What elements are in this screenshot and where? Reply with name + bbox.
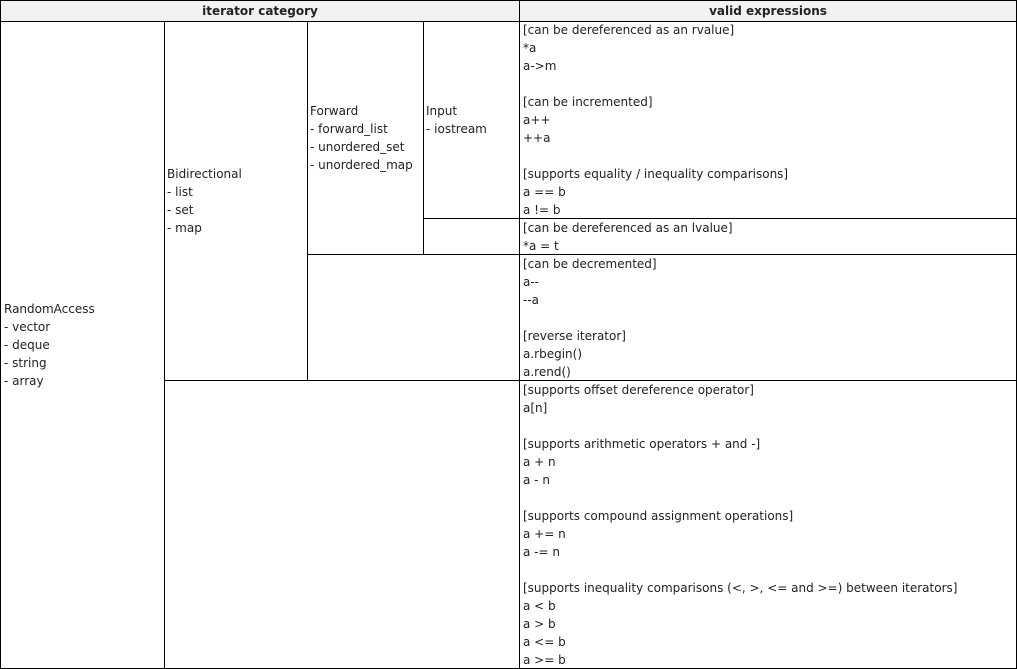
grid-line [423, 21, 424, 255]
spacer [523, 309, 1013, 327]
expression: a += n [523, 527, 566, 541]
grid-line [0, 0, 1, 669]
grid-line [519, 0, 520, 669]
grid-line [164, 380, 1017, 381]
container-item: - map [167, 221, 202, 235]
grid-line [423, 218, 1017, 219]
expression-heading: [supports compound assignment operations] [523, 509, 794, 523]
expression: a == b [523, 185, 566, 199]
header-iterator-category: iterator category [1, 1, 519, 21]
expressions-forward [520, 219, 1016, 254]
category-title: RandomAccess [4, 302, 95, 316]
category-title: Input [426, 104, 458, 118]
grid-line [0, 21, 1017, 22]
spacer [523, 489, 1013, 507]
expression: a + n [523, 455, 556, 469]
expression-heading: [can be dereferenced as an rvalue] [523, 23, 735, 37]
expression: a >= b [523, 653, 566, 667]
expression: --a [523, 293, 540, 307]
grid-line [164, 21, 165, 669]
expression: a.rend() [523, 365, 571, 379]
expression-heading: [reverse iterator] [523, 329, 626, 343]
expression: *a [523, 41, 537, 55]
expression: a -= n [523, 545, 560, 559]
category-forward [307, 22, 423, 254]
expression: a->m [523, 59, 557, 73]
expression-heading: [supports offset dereference operator] [523, 383, 754, 397]
expressions-bidirectional [520, 255, 1016, 380]
spacer [523, 561, 1013, 579]
expression: a - n [523, 473, 550, 487]
grid-line [307, 21, 308, 381]
container-item: - forward_list [310, 122, 388, 136]
header-valid-expressions: valid expressions [520, 1, 1016, 21]
expression-heading: [supports inequality comparisons (<, >, <= and >=) between iterators] [523, 581, 958, 595]
expressions-random-access [520, 381, 1016, 668]
spacer [523, 417, 1013, 435]
container-item: - iostream [426, 122, 487, 136]
container-item: - set [167, 203, 194, 217]
expression: a[n] [523, 401, 548, 415]
expression: *a = t [523, 239, 559, 253]
grid-line [0, 0, 1017, 1]
expression: a < b [523, 599, 556, 613]
expression: a <= b [523, 635, 566, 649]
grid-line [307, 254, 1017, 255]
category-title: Bidirectional [167, 167, 242, 181]
container-item: - unordered_map [310, 158, 413, 172]
spacer [523, 147, 1013, 165]
category-input [423, 22, 519, 218]
expression-heading: [can be dereferenced as an lvalue] [523, 221, 733, 235]
expression: a > b [523, 617, 556, 631]
container-item: - list [167, 185, 193, 199]
expression: a.rbegin() [523, 347, 583, 361]
expression: ++a [523, 131, 551, 145]
category-bidirectional [164, 22, 307, 380]
category-title: Forward [310, 104, 359, 118]
category-random-access [1, 22, 164, 668]
expression: a-- [523, 275, 540, 289]
expression-heading: [can be incremented] [523, 95, 653, 109]
container-item: - vector [4, 320, 51, 334]
container-item: - deque [4, 338, 50, 352]
expressions-input [520, 21, 1016, 218]
expression-heading: [can be decremented] [523, 257, 657, 271]
expression: a++ [523, 113, 551, 127]
expression-heading: [supports equality / inequality comparisons] [523, 167, 789, 181]
container-item: - array [4, 374, 44, 388]
spacer [523, 75, 1013, 93]
container-item: - string [4, 356, 47, 370]
expression-heading: [supports arithmetic operators + and -] [523, 437, 761, 451]
expression: a != b [523, 203, 561, 217]
container-item: - unordered_set [310, 140, 405, 154]
